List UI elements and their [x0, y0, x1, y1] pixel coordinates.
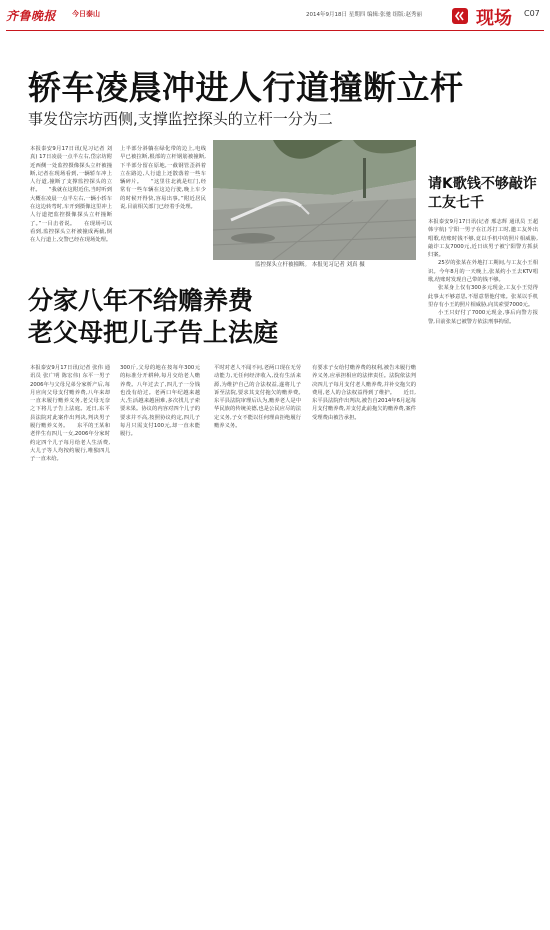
section-title: 现场	[476, 8, 512, 29]
second-headline-line2: 老父母把儿子告上法庭	[28, 318, 279, 347]
photo-caption: 监控探头立杆被撞断。 本报见习记者 刘真 摄	[255, 262, 365, 268]
second-headline-line1: 分家八年不给赡养费	[28, 286, 254, 315]
second-column-4: 有要求子女给付赡养费的权利,被告未履行赡养义务,应承担相应的法律责任。法院依法判决四儿子每月支付老人赡养费,并补交拖欠的费用,老人的合法权益得到了维护。 近日,东平县法院作出判决,被告自2014年6月起每月支付赡养费,并支付此前拖欠的赡养费,案件受理费由被告承担。	[312, 365, 417, 421]
newspaper-logo: 齐鲁晚报	[6, 9, 57, 23]
second-column-2: 300斤,父母的地在按每年300元的标准分开耕种,每月交给老人赡养费。八年过去了,四儿子一分钱也没有给过。老两口年纪越来越大,生活越来越困难,多次找儿子索要未果。协议的内容对四个儿子的要求并不高,按照协议约定,四儿子每月只需支付100元,却一直未能履行。	[120, 365, 200, 438]
lead-column-1: 本报泰安9月17日讯(见习记者 刘真) 17日凌晨一点半左右,岱宗坊附近西侧一处监控摄像探头立杆被撞断,记者在现场看到,一辆轿车冲上人行道,撞断了支撑监控探头的立杆。 “我就在这附近住,当时听到大概在凌晨一点半左右,一辆小轿车在这边转弯时,车开到摄像这里冲上人行道把监控摄像探头立杆撞断了。”一目击者说。 在现场可以看到,监控探头立杆被撞成两截,倒在人行道上,交警已经在现场处理。	[30, 146, 112, 244]
lead-column-2: 上半部分斜躺在绿化带的边上,电线早已被拉断,根部的立杆钢筋被撞断,下半部分留在原地,一截钢管歪斜着立在路边,人行道上还散落着一些车辆碎片。 “这里往北就是红门,经常有一些车辆在这边行驶,晚上车少的时候开得快,容易出事。”附近居民说,目前相关部门已经着手处理。	[120, 146, 206, 211]
side-story-title: 请K歌钱不够敲诈工友七千	[428, 176, 537, 211]
dateline: 2014年9月18日 星期四 编辑:张驰 组版:赵秀丽	[306, 12, 422, 18]
lead-subhead: 事发岱宗坊西侧,支撑监控探头的立杆一分为二	[28, 110, 333, 128]
page-number: C07	[524, 9, 540, 18]
second-column-1: 本报泰安9月17日讯(记者 张伟 通讯员 张广明 陈宏伟) 东平一男子2006年与父母兄弟分家析产后,每月应向父母支付赡养费,八年来却一直未履行赡养义务,老父母无奈之下将儿子告上法庭。近日,东平县法院对此案作出判决,判决男子履行赡养义务。 东平的王某和老伴生有四儿一女,2006年分家时约定四个儿子每月给老人生活费,大儿子等人均按约履行,唯独四儿子一直未给。	[30, 365, 110, 463]
page-mark-icon	[452, 8, 468, 24]
edition-label: 今日泰山	[72, 10, 100, 18]
side-paragraph: 25岁的张某在外地打工期间,与工友小王相识。今年8月的一天晚上,张某约小王去KTV唱歌,结账时发现自己带的钱不够。	[428, 260, 538, 284]
side-story-body	[428, 218, 538, 488]
lead-headline: 轿车凌晨冲进人行道撞断立杆	[28, 68, 464, 107]
header-rule	[6, 30, 544, 31]
second-headline	[28, 285, 278, 349]
second-column-3: 平时对老人不闻不问,老两口现在无劳动能力,无任何经济收入,没有生活来源,为维护自己的合法权益,遂将儿子诉至法院,要求其支付拖欠的赡养费。 东平县法院审理后认为,赡养老人是中华民族的传统美德,也是公民应尽的法定义务,子女不能以任何理由拒绝履行赡养义务。	[214, 365, 312, 430]
side-paragraph: 小王只好付了7000元现金,事后向警方报警,目前张某已被警方依法刑事拘留。	[428, 310, 538, 325]
side-paragraph: 本报泰安9月17日讯(记者 邢志辉 通讯员 王超 韩宇航) 宁阳一男子在江苏打工时,邀工友外出唱歌,结账时钱不够,竟以手机中的照片相威胁,敲诈工友7000元,近日该男子被宁阳警方抓获归案。	[428, 219, 538, 259]
news-photo	[213, 140, 416, 260]
side-paragraph: 张某身上仅有300多元现金,工友小王觉得此事太不够意思,不愿意帮他付账。张某以手机里存有小王的照片相威胁,向其索要7000元。	[428, 285, 538, 308]
